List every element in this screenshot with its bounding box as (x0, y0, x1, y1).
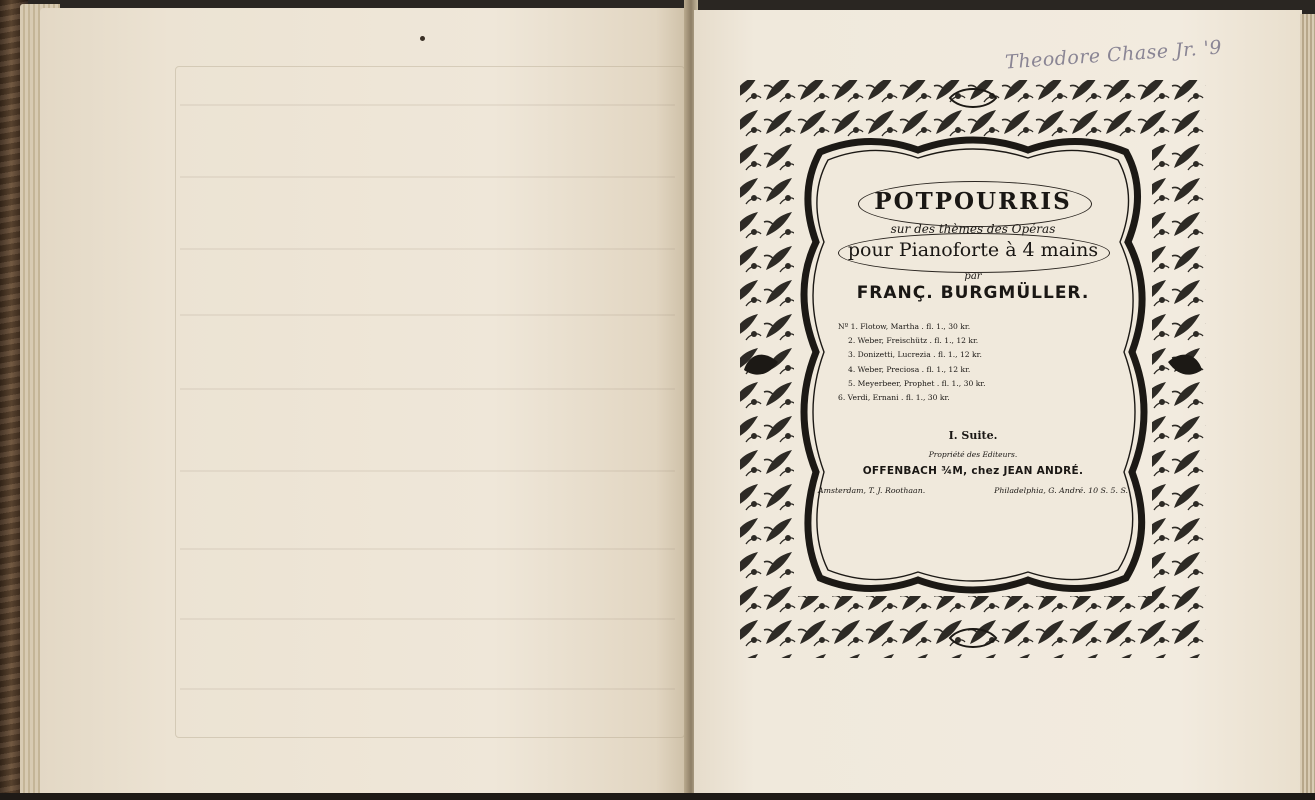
by-label: par (964, 271, 982, 282)
agents-line (818, 486, 1128, 495)
bleed-through-line (180, 248, 675, 250)
agent-amsterdam: Amsterdam, T. J. Roothaan. (818, 486, 926, 496)
subtitle-instrumentation: pour Pianoforte à 4 mains (847, 239, 1099, 261)
list-item: 4. Weber, Preciosa . fl. 1., 12 kr. (848, 364, 971, 374)
title-cartouche (858, 181, 1092, 227)
bleed-through-line (180, 388, 675, 390)
title-page-content (818, 188, 1128, 496)
bleed-through-line (180, 314, 675, 316)
subtitle-operas: sur des thèmes des Opéras (890, 222, 1056, 236)
suite-label: I. Suite. (948, 429, 998, 443)
bottom-shadow (0, 793, 1315, 800)
list-item: Nº 1. Flotow, Martha . fl. 1., 30 kr. (838, 322, 971, 331)
bleed-through-line (180, 618, 675, 620)
left-page[interactable] (40, 8, 688, 796)
ink-dot (420, 36, 425, 41)
bleed-through-line (180, 176, 675, 178)
bleed-through-line (180, 548, 675, 550)
right-page-edges (1300, 14, 1315, 794)
publisher: OFFENBACH ¾M, chez JEAN ANDRÉ. (862, 465, 1084, 478)
composer-name: FRANÇ. BURGMÜLLER. (856, 283, 1090, 303)
list-item: 3. Donizetti, Lucrezia . fl. 1., 12 kr. (848, 350, 982, 360)
bleed-through-line (180, 470, 675, 472)
plate-mark (175, 66, 685, 738)
works-list (838, 320, 1118, 405)
bleed-through-line (180, 688, 675, 690)
title: POTPOURRIS (874, 188, 1072, 215)
list-item: 2. Weber, Freischütz . fl. 1., 12 kr. (848, 336, 979, 346)
list-item: 5. Meyerbeer, Prophet . fl. 1., 30 kr. (848, 378, 986, 388)
subtitle-cartouche (838, 233, 1110, 273)
bleed-through-line (180, 104, 675, 106)
rights-notice: Propriété des Editeurs. (928, 450, 1018, 460)
list-item: 6. Verdi, Ernani . fl. 1., 30 kr. (838, 393, 950, 403)
agent-philadelphia: Philadelphia, G. André. 10 S. 5. S. (994, 486, 1128, 496)
owner-signature: Theodore Chase Jr. '9 (1004, 36, 1223, 74)
